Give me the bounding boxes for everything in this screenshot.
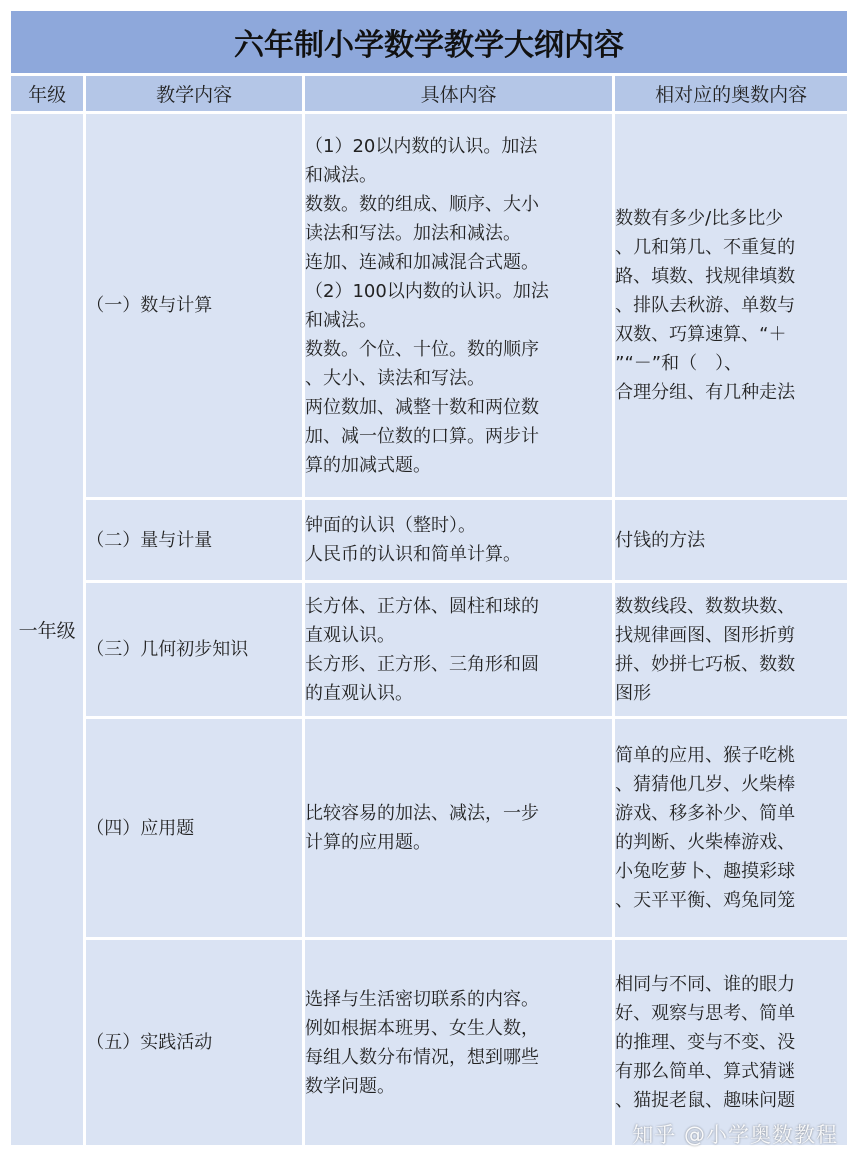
- header-teaching-content: 教学内容: [86, 76, 302, 111]
- olympiad-content-cell: 相同与不同、谁的眼力 好、观察与思考、简单 的推理、变与不变、没 有那么简单、算式猜谜 、猫捉老鼠、趣味问题: [615, 940, 847, 1145]
- watermark: 知乎 @小学奥数教程: [632, 1123, 838, 1147]
- header-grade: 年级: [11, 76, 83, 111]
- syllabus-table: [8, 8, 850, 1148]
- olympiad-content-cell: 数数线段、数数块数、 找规律画图、图形折剪 拼、妙拼七巧板、数数 图形: [615, 583, 847, 716]
- header-row: [11, 76, 847, 111]
- header-olympiad-content: 相对应的奥数内容: [615, 76, 847, 111]
- olympiad-content-cell: 数数有多少/比多比少 、几和第几、不重复的 路、填数、找规律填数 、排队去秋游、单数与 双数、巧算速算、“＋ ”“－”和（ ）、 合理分组、有几种走法: [615, 114, 847, 497]
- section-cell: （二）量与计量: [86, 500, 302, 580]
- specific-content-cell: （1）20以内数的认识。加法 和减法。 数数。数的组成、顺序、大小 读法和写法。加法和减法。 连加、连减和加减混合式题。 （2）100以内数的认识。加法 和减法。 数数。个位、十位。数的顺序 、大小、读法和写法。 两位数加、减整十数和两位数 加、减一位数的口算。两步计 算的加减式题。: [305, 114, 612, 497]
- grade-cell: 一年级: [11, 114, 83, 1145]
- header-specific-content: 具体内容: [305, 76, 612, 111]
- section-cell: （五）实践活动: [86, 940, 302, 1145]
- table-row: [11, 114, 847, 497]
- title-row: [11, 11, 847, 73]
- table-row: [11, 500, 847, 580]
- section-cell: （四）应用题: [86, 719, 302, 937]
- specific-content-cell: 比较容易的加法、减法，一步 计算的应用题。: [305, 719, 612, 937]
- olympiad-content-cell: 简单的应用、猴子吃桃 、猜猜他几岁、火柴棒 游戏、移多补少、简单 的判断、火柴棒游戏、 小兔吃萝卜、趣摸彩球 、天平平衡、鸡兔同笼: [615, 719, 847, 937]
- specific-content-cell: 选择与生活密切联系的内容。 例如根据本班男、女生人数， 每组人数分布情况，想到哪些 数学问题。: [305, 940, 612, 1145]
- specific-content-cell: 钟面的认识（整时）。 人民币的认识和简单计算。: [305, 500, 612, 580]
- olympiad-content-cell: 付钱的方法: [615, 500, 847, 580]
- page-title: 六年制小学数学教学大纲内容: [11, 11, 847, 73]
- table-row: [11, 940, 847, 1145]
- table-row: [11, 719, 847, 937]
- section-cell: （三）几何初步知识: [86, 583, 302, 716]
- specific-content-cell: 长方体、正方体、圆柱和球的 直观认识。 长方形、正方形、三角形和圆 的直观认识。: [305, 583, 612, 716]
- table-row: [11, 583, 847, 716]
- section-cell: （一）数与计算: [86, 114, 302, 497]
